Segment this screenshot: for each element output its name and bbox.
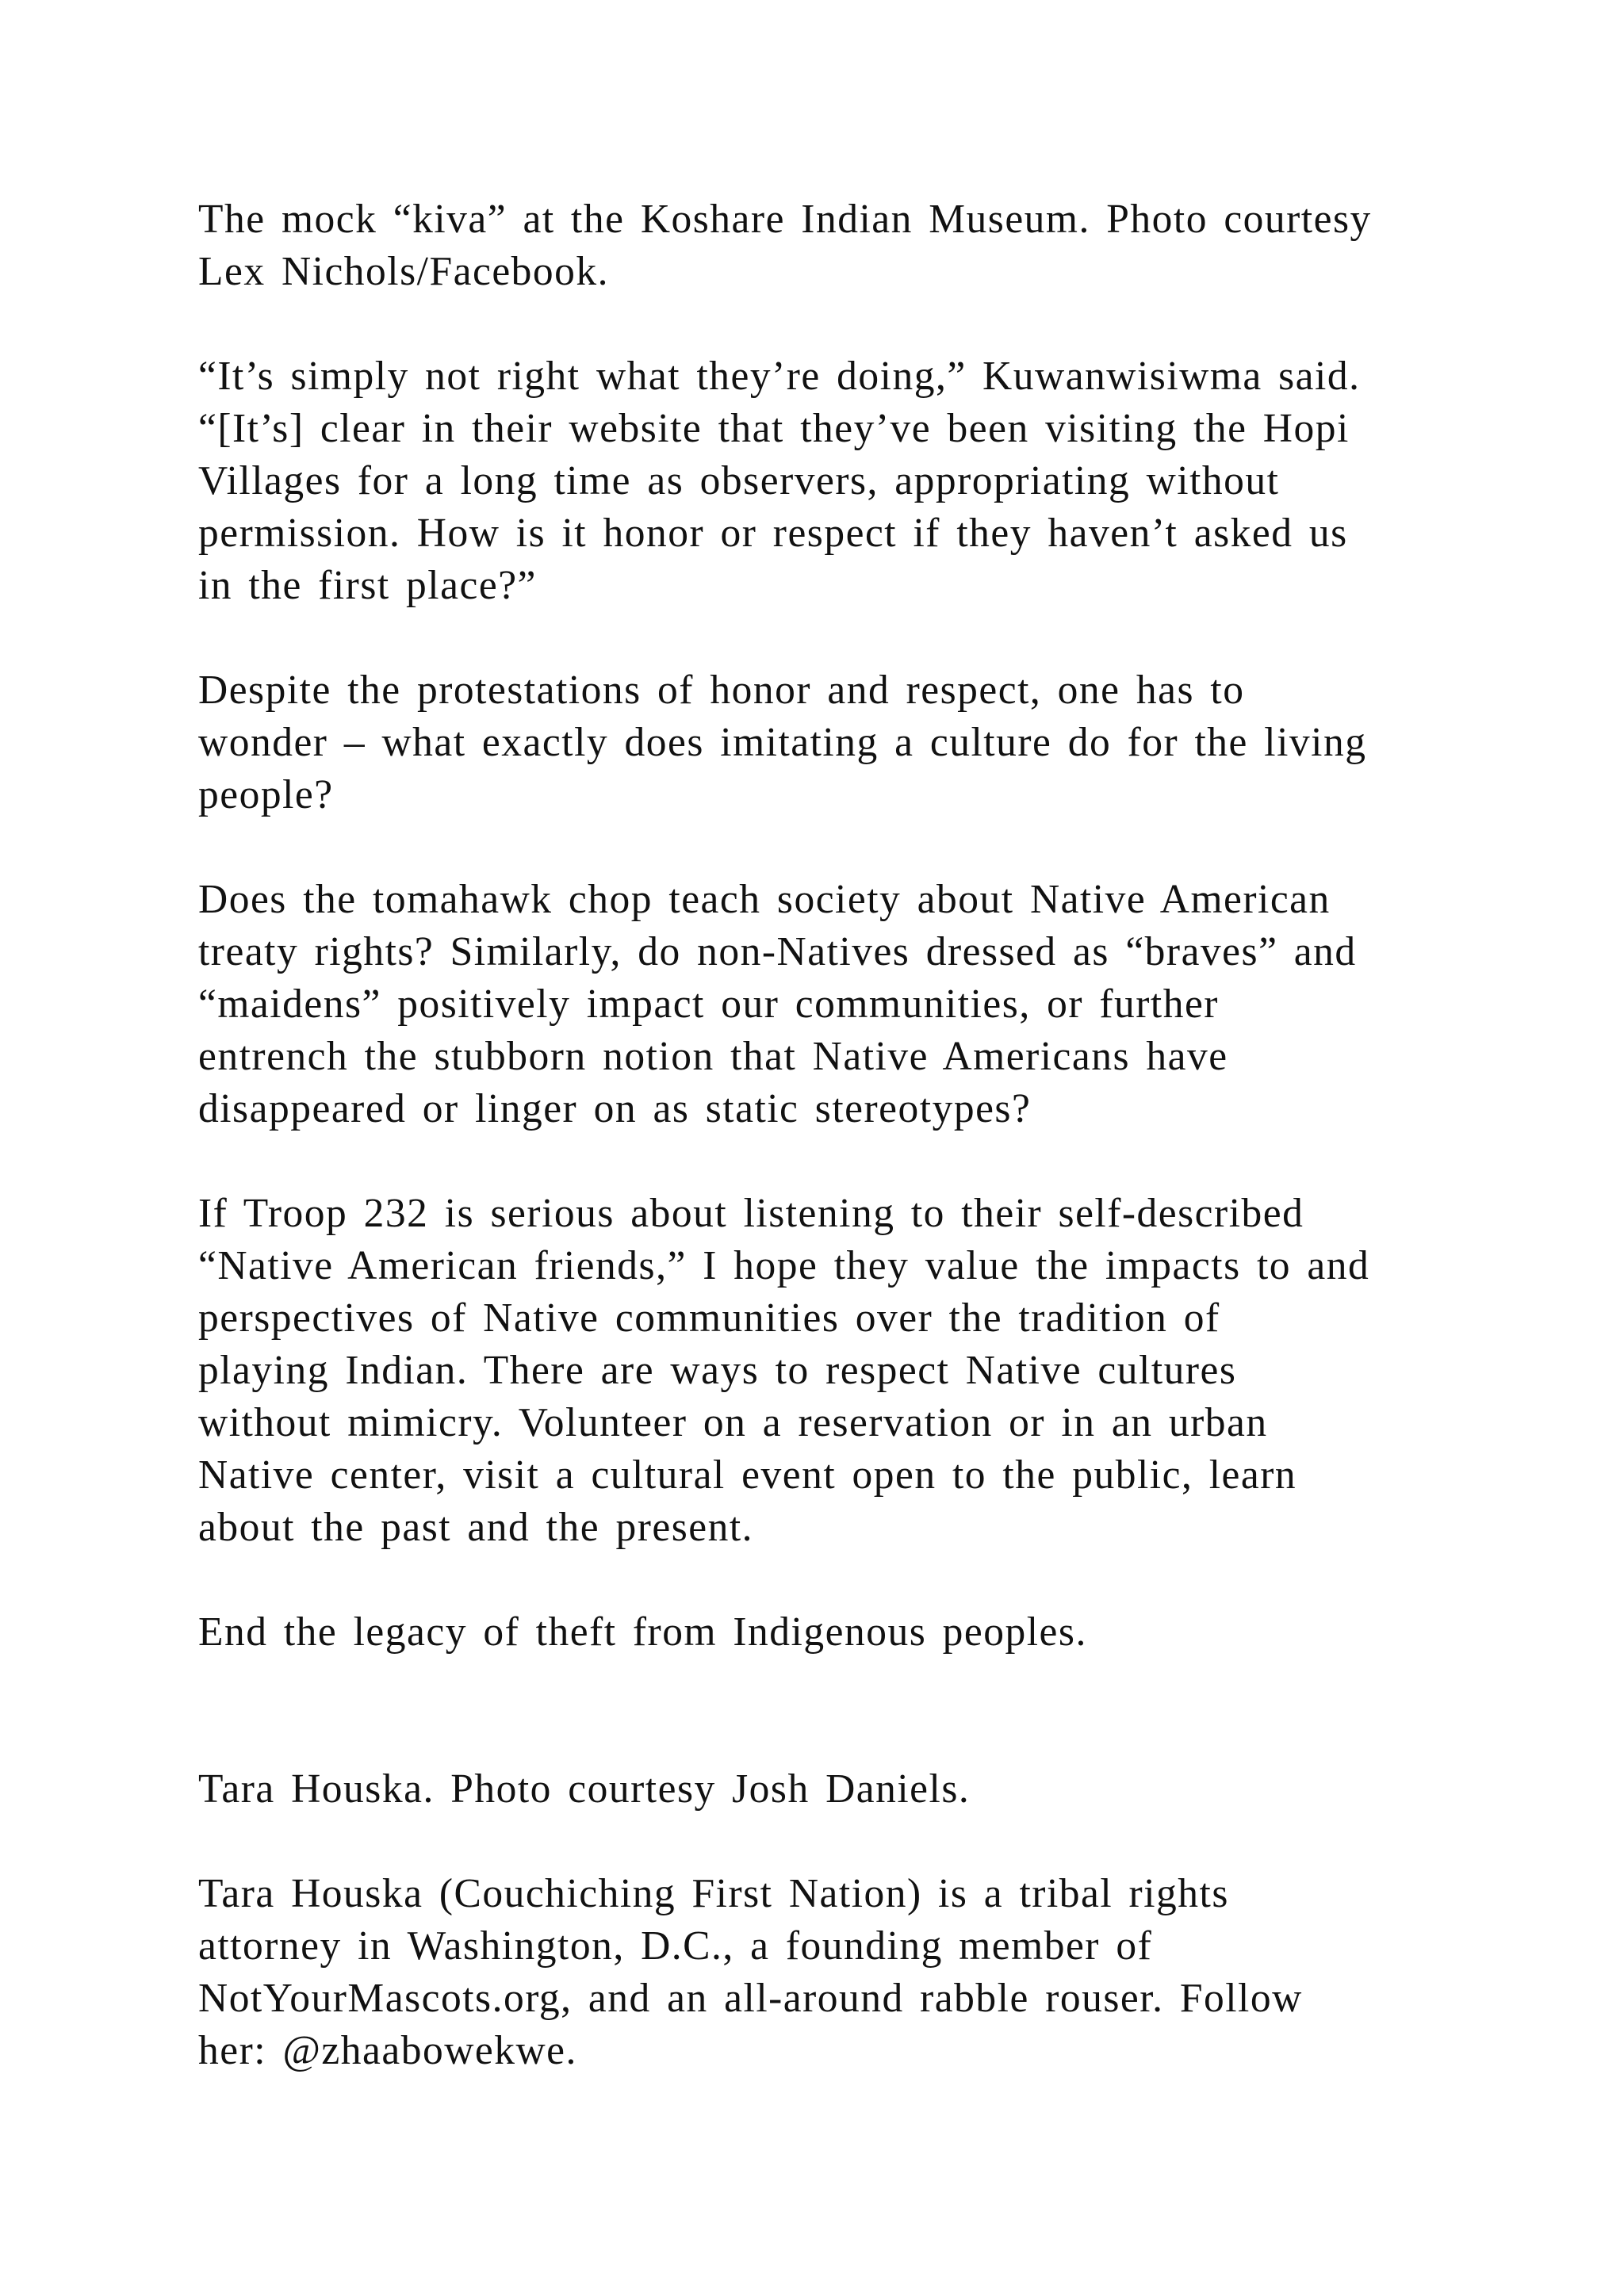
document-page <box>198 193 1435 2130</box>
photo-caption-kiva: The mock “kiva” at the Koshare Indian Museum. Photo courtesy Lex Nichols/Facebook. <box>198 197 1372 294</box>
quote-paragraph: “It’s simply not right what they’re doing,” Kuwanwisiwma said. “[It’s] clear in their website that they’ve been visiting the Hopi Villages for a long time as observers, appropriating without permission. How is it honor or respect if they haven’t asked us in the first place?” <box>198 354 1361 608</box>
body-paragraph-legacy: End the legacy of theft from Indigenous peoples. <box>198 1609 1087 1655</box>
body-paragraph-protestations: Despite the protestations of honor and respect, one has to wonder – what exactly does imitating a culture do for the living people? <box>198 668 1367 817</box>
author-bio: Tara Houska (Couchiching First Nation) is a tribal rights attorney in Washington, D.C., a founding member of NotYourMascots.org, and an all-around rabble rouser. Follow her: @zhaabowekwe. <box>198 1871 1303 2073</box>
body-paragraph-troop: If Troop 232 is serious about listening to their self-described “Native American friends,” I hope they value the impacts to and perspectives of Native communities over the tradition of playing Indian. There are ways to respect Native cultures without mimicry. Volunteer on a reservation or in an urban Native center, visit a cultural event open to the public, learn about the past and the present. <box>198 1191 1370 1550</box>
body-paragraph-tomahawk: Does the tomahawk chop teach society about Native American treaty rights? Similarly, do non-Natives dressed as “braves” and “maidens” positively impact our communities, or further entrench the stubborn notion that Native Americans have disappeared or linger on as static stereotypes? <box>198 877 1357 1131</box>
photo-caption-author: Tara Houska. Photo courtesy Josh Daniels. <box>198 1766 971 1812</box>
